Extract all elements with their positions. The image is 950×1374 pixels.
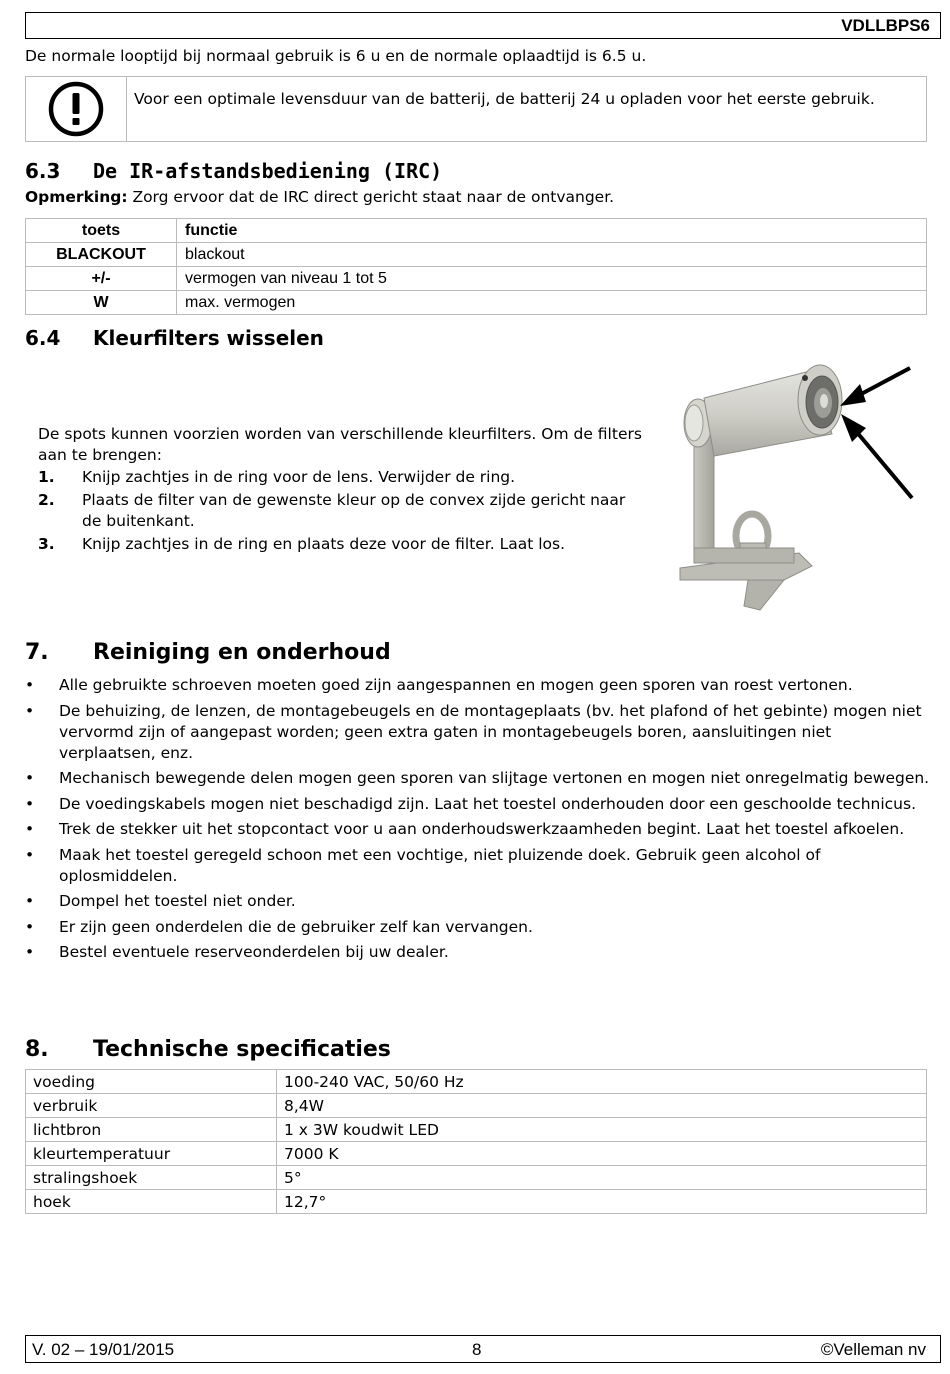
document-code: VDLLBPS6 <box>841 16 930 35</box>
row-key: BLACKOUT <box>26 243 177 267</box>
exclamation-icon <box>26 77 127 141</box>
note-line <box>25 187 614 208</box>
list-item <box>25 701 930 764</box>
row-value: max. vermogen <box>177 291 927 315</box>
list-item <box>25 794 930 815</box>
list-item <box>25 891 930 912</box>
table-row <box>26 1166 927 1190</box>
table-header-key: toets <box>26 219 177 243</box>
bullet: • <box>25 701 35 720</box>
section-title: Kleurfilters wisselen <box>93 326 324 350</box>
list-item <box>25 768 930 789</box>
page-number: 8 <box>472 1340 482 1359</box>
footer-version: V. 02 – 19/01/2015 <box>32 1340 175 1359</box>
section-number: 6.4 <box>25 326 61 350</box>
table-row <box>26 1142 927 1166</box>
list-item <box>25 675 930 696</box>
row-key: +/- <box>26 267 177 291</box>
row-value: blackout <box>177 243 927 267</box>
list-item <box>25 845 930 887</box>
list-item <box>25 942 930 963</box>
filter-steps <box>38 467 648 555</box>
section-title: De IR-afstandsbediening (IRC) <box>93 159 443 183</box>
section-number: 7. <box>25 640 49 665</box>
step-number: 2. <box>38 491 55 509</box>
spotlight-illustration <box>664 348 924 618</box>
warning-icon-cell <box>26 77 127 141</box>
step-text: Knijp zachtjes in de ring voor de lens. Verwijder de ring. <box>82 468 516 486</box>
table-row <box>26 1190 927 1214</box>
table-row <box>26 1070 927 1094</box>
spec-value: 100-240 VAC, 50/60 Hz <box>277 1070 927 1094</box>
warning-text: Voor een optimale levensduur van de batterij, de batterij 24 u opladen voor het eerste gebruik. <box>134 90 875 108</box>
bullet: • <box>25 845 35 864</box>
bullet: • <box>25 820 35 838</box>
spec-value: 8,4W <box>277 1094 927 1118</box>
spec-key: kleurtemperatuur <box>26 1142 277 1166</box>
specifications-table <box>25 1069 927 1214</box>
spec-value: 1 x 3W koudwit LED <box>277 1118 927 1142</box>
table-header-value: functie <box>177 219 927 243</box>
list-item <box>38 467 648 488</box>
table-row <box>26 291 927 315</box>
item-text: Trek de stekker uit het stopcontact voor u aan onderhoudswerkzaamheden begint. Laat het toestel afkoelen. <box>59 820 905 838</box>
bullet: • <box>25 892 35 910</box>
bullet: • <box>25 917 35 936</box>
item-text: Mechanisch bewegende delen mogen geen sporen van slijtage vertonen en mogen niet onregelmatig bewegen. <box>59 769 930 787</box>
warning-box <box>25 76 927 142</box>
bullet: • <box>25 676 35 694</box>
step-number: 1. <box>38 468 55 486</box>
list-item <box>25 917 930 938</box>
spec-key: voeding <box>26 1070 277 1094</box>
remote-control-table <box>25 218 927 315</box>
section-title: Technische specificaties <box>93 1037 391 1062</box>
item-text: Alle gebruikte schroeven moeten goed zijn aangespannen en mogen geen sporen van roest vertonen. <box>59 676 853 694</box>
item-text: De voedingskabels mogen niet beschadigd zijn. Laat het toestel onderhouden door een geschoolde technicus. <box>59 794 917 813</box>
spec-key: lichtbron <box>26 1118 277 1142</box>
section-number: 8. <box>25 1037 49 1062</box>
table-row <box>26 243 927 267</box>
item-text: Maak het toestel geregeld schoon met een vochtige, niet pluizende doek. Gebruik geen alcohol of oplosmiddelen. <box>59 845 821 885</box>
footer-copyright: ©Velleman nv <box>820 1340 926 1359</box>
list-item <box>38 490 648 532</box>
section-number: 6.3 <box>25 159 61 183</box>
spec-value: 5° <box>277 1166 927 1190</box>
bullet: • <box>25 943 35 961</box>
section-title: Reiniging en onderhoud <box>93 640 391 665</box>
item-text: Er zijn geen onderdelen die de gebruiker zelf kan vervangen. <box>59 917 533 936</box>
item-text: Bestel eventuele reserveonderdelen bij uw dealer. <box>59 943 449 961</box>
note-label: Opmerking: <box>25 188 128 206</box>
page-footer <box>25 1335 941 1363</box>
section-8-heading <box>25 1037 391 1062</box>
item-text: Dompel het toestel niet onder. <box>59 892 296 910</box>
table-row <box>26 1094 927 1118</box>
row-value: vermogen van niveau 1 tot 5 <box>177 267 927 291</box>
item-text: De behuizing, de lenzen, de montagebeugels en de montageplaats (bv. het plafond of het gebinte) mogen niet vervormd zijn of aangepast worden; geen extra gaten in montagebeugels boren, aansluitingen niet verplaatsen, enz. <box>59 701 922 762</box>
spec-value: 7000 K <box>277 1142 927 1166</box>
list-item <box>25 819 930 840</box>
section-7-heading <box>25 640 391 665</box>
spec-key: stralingshoek <box>26 1166 277 1190</box>
note-text: Zorg ervoor dat de IRC direct gericht staat naar de ontvanger. <box>127 188 615 206</box>
intro-text: De normale looptijd bij normaal gebruik is 6 u en de normale oplaadtijd is 6.5 u. <box>25 47 647 65</box>
spec-key: verbruik <box>26 1094 277 1118</box>
table-header-row <box>26 219 927 243</box>
spec-key: hoek <box>26 1190 277 1214</box>
section-6-4-heading <box>25 326 324 350</box>
filter-intro: De spots kunnen voorzien worden van verschillende kleurfilters. Om de filters aan te brengen: <box>38 425 642 464</box>
row-key: W <box>26 291 177 315</box>
table-row <box>26 267 927 291</box>
page-header <box>25 12 941 39</box>
spec-value: 12,7° <box>277 1190 927 1214</box>
list-item <box>38 534 648 555</box>
bullet: • <box>25 794 35 813</box>
section-6-3-heading <box>25 159 442 183</box>
table-row <box>26 1118 927 1142</box>
step-number: 3. <box>38 535 55 553</box>
step-text: Knijp zachtjes in de ring en plaats deze voor de filter. Laat los. <box>82 535 566 553</box>
bullet: • <box>25 769 35 787</box>
step-text: Plaats de filter van de gewenste kleur op de convex zijde gericht naar de buitenkant. <box>82 491 626 530</box>
maintenance-list <box>25 675 930 968</box>
